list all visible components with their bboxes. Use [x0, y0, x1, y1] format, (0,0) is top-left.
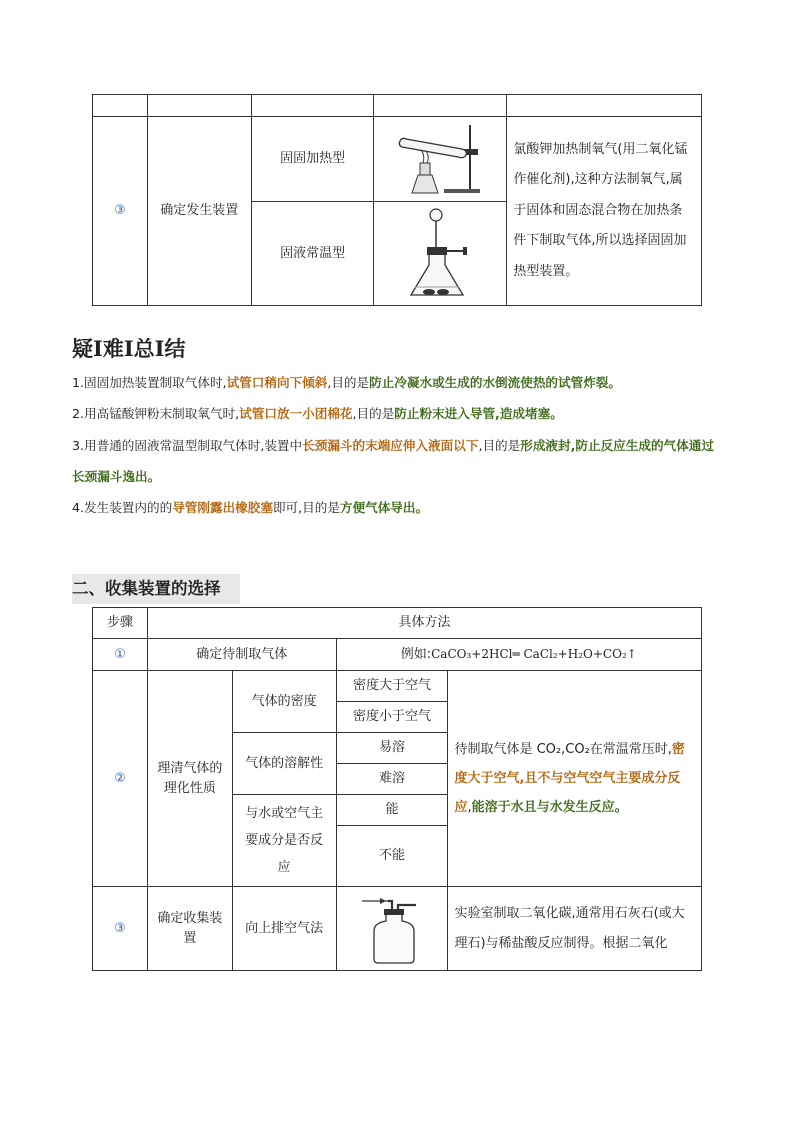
example-cell: [336, 639, 701, 671]
option-cannot: 不能: [336, 826, 448, 887]
collection-note: 实验室制取二氧化碳,通常用石灰石(或大理石)与稀盐酸反应制得。根据二氧化: [448, 887, 702, 971]
empty-cell: [93, 95, 148, 117]
step-action: 确定待制取气体: [147, 639, 336, 671]
point-highlight: 试管口稍向下倾斜: [226, 375, 328, 390]
generation-device-table: [92, 94, 702, 306]
note-text: ,: [467, 800, 472, 816]
option-insoluble: 难溶: [336, 764, 448, 795]
step-action: 确定发生装置: [147, 117, 251, 306]
summary-point-1: [72, 367, 726, 398]
summary-point-2: [72, 398, 726, 429]
header-step: 步骤: [93, 608, 148, 639]
generation-note: 氯酸钾加热制氧气(用二氧化锰作催化剂),这种方法制氧气,属于固体和固态混合物在加热条件下制取气体,所以选择固固加热型装置。: [507, 117, 702, 306]
table-row: [93, 887, 702, 971]
table-row: [93, 95, 702, 117]
reaction-equation: CaCO₃+2HCl═ CaCl₂+H₂O+CO₂↑: [431, 646, 637, 661]
solid-liquid-apparatus-image: [374, 202, 507, 306]
point-text: ,目的是: [327, 375, 370, 390]
device-type-solid-liquid: 固液常温型: [251, 202, 374, 306]
example-label: 例如:: [400, 646, 432, 662]
solid-heating-apparatus-image: [374, 117, 507, 202]
property-reactivity: 与水或空气主要成分是否反应: [232, 795, 336, 887]
empty-cell: [507, 95, 702, 117]
summary-title: 疑Ⅰ难Ⅰ总Ⅰ结: [72, 336, 186, 361]
gas-collection-bottle-image: [336, 887, 448, 971]
point-highlight: 导管刚露出橡胶塞: [172, 500, 273, 515]
option-soluble: 易溶: [336, 733, 448, 764]
property-density: 气体的密度: [232, 671, 336, 733]
point-text: 即可,目的是: [272, 500, 340, 515]
point-highlight: 长颈漏斗的末端应伸入液面以下: [302, 438, 479, 453]
point-text: 3.用普通的固液常温型制取气体时,装置中: [72, 438, 303, 453]
step-number: ①: [93, 639, 148, 671]
table-row: [93, 639, 702, 671]
note-highlight: 密度大于空气,且不与空气空气主要成分反应: [454, 741, 685, 816]
point-text: ,目的是: [478, 438, 521, 453]
option-can: 能: [336, 795, 448, 826]
point-text: 2.用高锰酸钾粉末制取氧气时,: [72, 406, 240, 421]
step-number: ③: [93, 117, 148, 306]
note-text: 待制取气体是 CO₂,CO₂在常温常压时,: [454, 741, 672, 757]
point-text: 1.固固加热装置制取气体时,: [72, 375, 227, 390]
point-text: ,目的是: [352, 406, 395, 421]
section-title: 二、收集装置的选择: [72, 574, 240, 604]
table-row: [93, 671, 702, 702]
table-row: [93, 117, 702, 202]
device-type-solid-heat: 固固加热型: [251, 117, 374, 202]
point-highlight: 试管口放一小团棉花: [239, 406, 353, 421]
summary-point-3: [72, 430, 726, 492]
step-number: ③: [93, 887, 148, 971]
point-text: 4.发生装置内的的: [72, 500, 173, 515]
step-number: ②: [93, 671, 148, 887]
step-action: 确定收集装置: [147, 887, 232, 971]
table-header-row: [93, 608, 702, 639]
point-highlight: 防止冷凝水或生成的水倒流使热的试管炸裂。: [369, 375, 621, 390]
empty-cell: [147, 95, 251, 117]
step-action: 理清气体的理化性质: [147, 671, 232, 887]
empty-cell: [251, 95, 374, 117]
property-note: [448, 671, 702, 887]
option-denser: 密度大于空气: [336, 671, 448, 702]
summary-point-4: [72, 492, 726, 523]
collection-method: 向上排空气法: [232, 887, 336, 971]
empty-cell: [374, 95, 507, 117]
option-lighter: 密度小于空气: [336, 702, 448, 733]
collection-device-table: [92, 607, 702, 971]
point-highlight: 形成液封,防止反应生成的气体通过长颈漏斗逸出。: [72, 438, 714, 484]
header-method: 具体方法: [147, 608, 701, 639]
note-highlight: 能溶于水且与水发生反应。: [471, 800, 628, 816]
point-highlight: 防止粉末进入导管,造成堵塞。: [394, 406, 563, 421]
point-highlight: 方便气体导出。: [339, 500, 429, 515]
property-solubility: 气体的溶解性: [232, 733, 336, 795]
